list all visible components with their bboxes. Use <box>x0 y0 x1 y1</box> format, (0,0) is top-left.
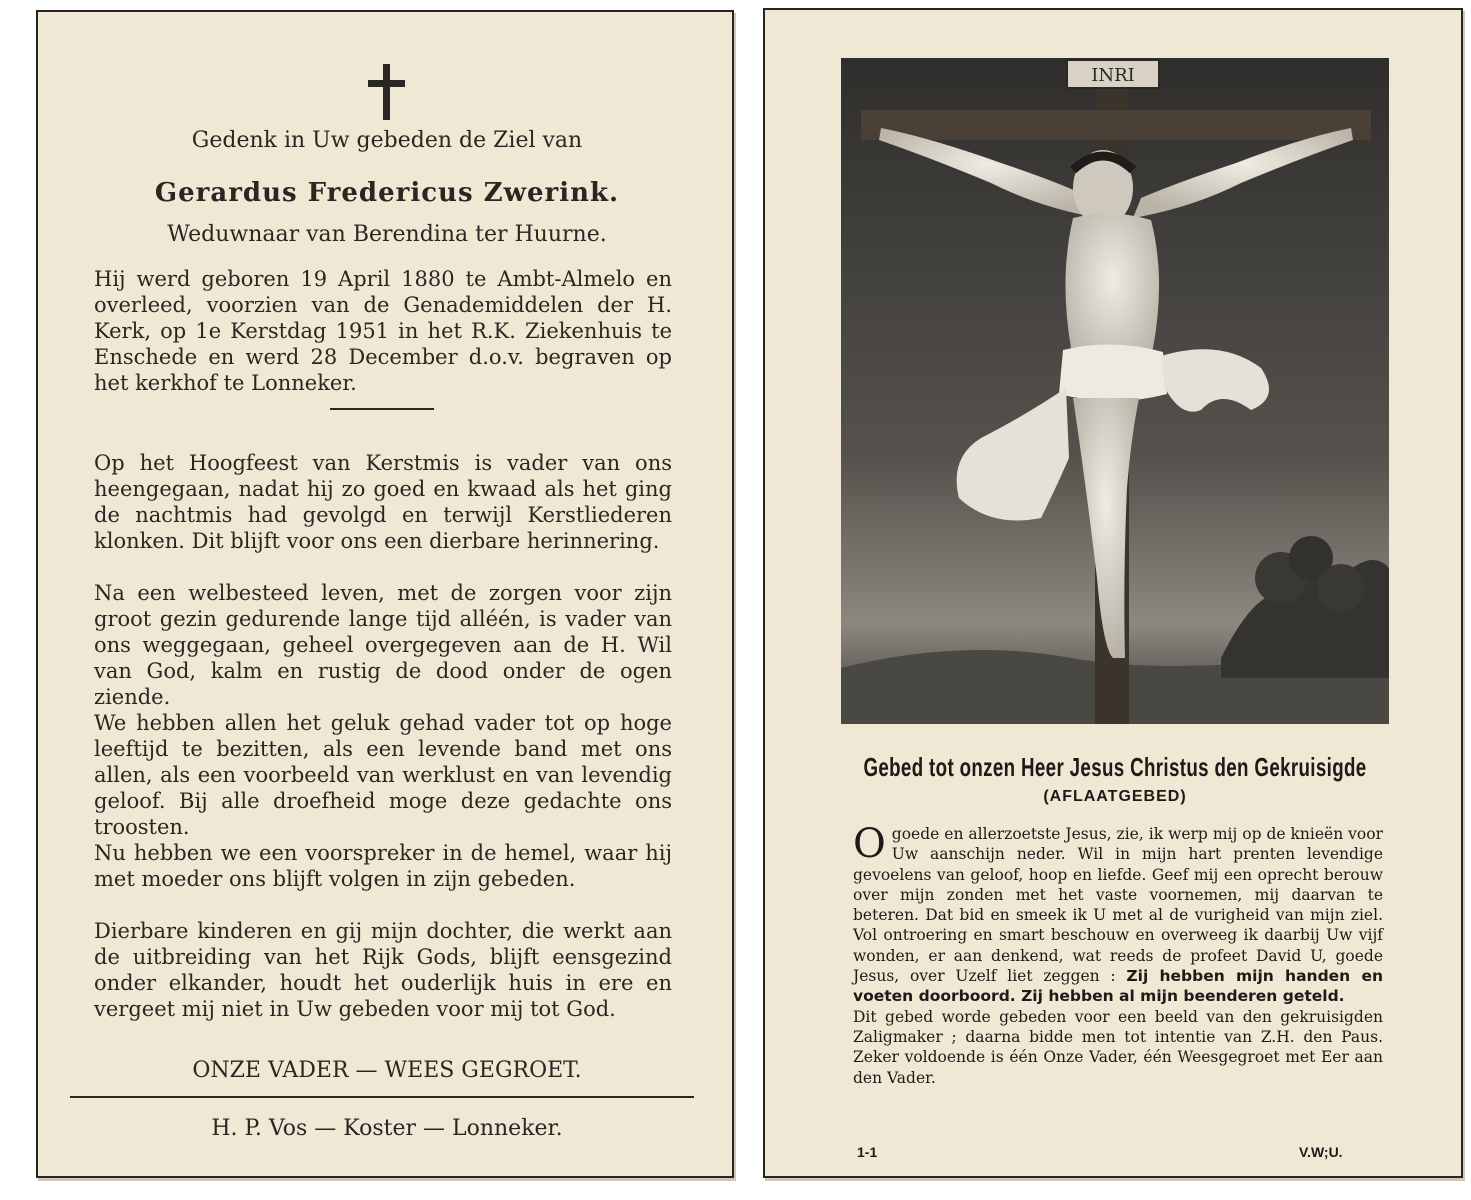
prayer-title: Gebed tot onzen Heer Jesus Christus den Gekruisigde <box>863 752 1367 782</box>
prayer-subtitle: (AFLAATGEBED) <box>1043 788 1187 805</box>
paragraph-life: Na een welbesteed leven, met de zorgen voor zijn groot gezin gedurende lange tijd alléén, is vader van ons weggegaan, geheel overgegeven aan de H. Wil van God, kalm en rustig de dood onder de ogen ziende. <box>94 581 672 709</box>
deceased-name: Gerardus Fredericus Zwerink. <box>154 178 620 208</box>
paragraph-children: Dierbare kinderen en gij mijn dochter, die werkt aan de uitbreiding van het Rijk Gods, blijft eensgezind onder elkander, houdt het ouderlijk huis in ere en vergeet mij niet in Uw gebeden voor mij tot God. <box>94 919 672 1021</box>
paragraph-intercessor: Nu hebben we een voorspreker in de hemel, waar hij met moeder ons blijft volgen in zijn gebeden. <box>94 841 672 891</box>
card-code-left: 1-1 <box>857 1144 878 1160</box>
paragraph-christmas: Op het Hoogfeest van Kerstmis is vader van ons heengegaan, nadat hij zo goed en kwaad als het ging de nachtmis had gevolgd en terwijl Kerstliederen klonken. Dit blijft voor ons een dierbare herinnering. <box>94 451 672 553</box>
prayer-body <box>853 821 1383 1088</box>
birth-death-paragraph: Hij werd geboren 19 April 1880 te Ambt-Almelo en overleed, voorzien van de Genademiddelen der H. Kerk, op 1e Kerstdag 1951 in het R.K. Ziekenhuis te Enschede en werd 28 December d.o.v. begraven op het kerkhof te Lonneker. <box>94 267 672 395</box>
footer-rule <box>70 1096 694 1098</box>
prayer-quote: Zij hebben mijn handen en voeten doorboord. Zij hebben al mijn beenderen geteld. <box>853 967 1383 1006</box>
inri-sign: INRI <box>1091 65 1135 86</box>
indulgence-text: Dit gebed worde gebeden voor een beeld van den gekruisigden Zaligmaker ; daarna bidde men tot intentie van Z.H. den Paus. Zeker voldoende is één Onze Vader, één Weesgegroet met Eer aan den Vader. <box>853 1007 1383 1087</box>
crucifixion-picture <box>841 58 1389 724</box>
dropcap: O <box>853 821 886 867</box>
memorial-card-back <box>763 8 1463 1178</box>
prayers-line: ONZE VADER — WEES GEGROET. <box>192 1058 582 1083</box>
cross-icon <box>383 64 390 120</box>
divider <box>330 408 434 410</box>
memorial-card-front <box>36 10 734 1178</box>
intro-line: Gedenk in Uw gebeden de Ziel van <box>191 128 583 153</box>
prayer-text: goede en allerzoetste Jesus, zie, ik werp mij op de knieën voor Uw aanschijn neder. Wil in mijn hart prenten levendige gevoelens van geloof, hoop en liefde. Geef mij een oprecht berouw over mijn zonden met het vaste voornemen, mij daarvan te beteren. Dat bid en smeek ik U met al de vurigheid van mijn ziel. Vol ontroering en smart beschouw en overweeg ik daarbij Uw vijf wonden, er aan denkend, wat reeds de profeet David U, goede Jesus, over Uzelf liet zeggen : <box>853 825 1383 986</box>
widower-line: Weduwnaar van Berendina ter Huurne. <box>167 222 607 247</box>
paragraph-gratitude: We hebben allen het geluk gehad vader tot op hoge leeftijd te bezitten, als een levende band met ons allen, als een voorbeeld van werklust en van levendig geloof. Bij alle droefheid moge deze gedachte ons troosten. <box>94 711 672 839</box>
printer-line: H. P. Vos — Koster — Lonneker. <box>211 1116 563 1141</box>
card-code-right: V.W;U. <box>1299 1144 1343 1160</box>
cross-icon-bar <box>368 80 405 87</box>
crucifix-image-icon <box>841 58 1389 724</box>
